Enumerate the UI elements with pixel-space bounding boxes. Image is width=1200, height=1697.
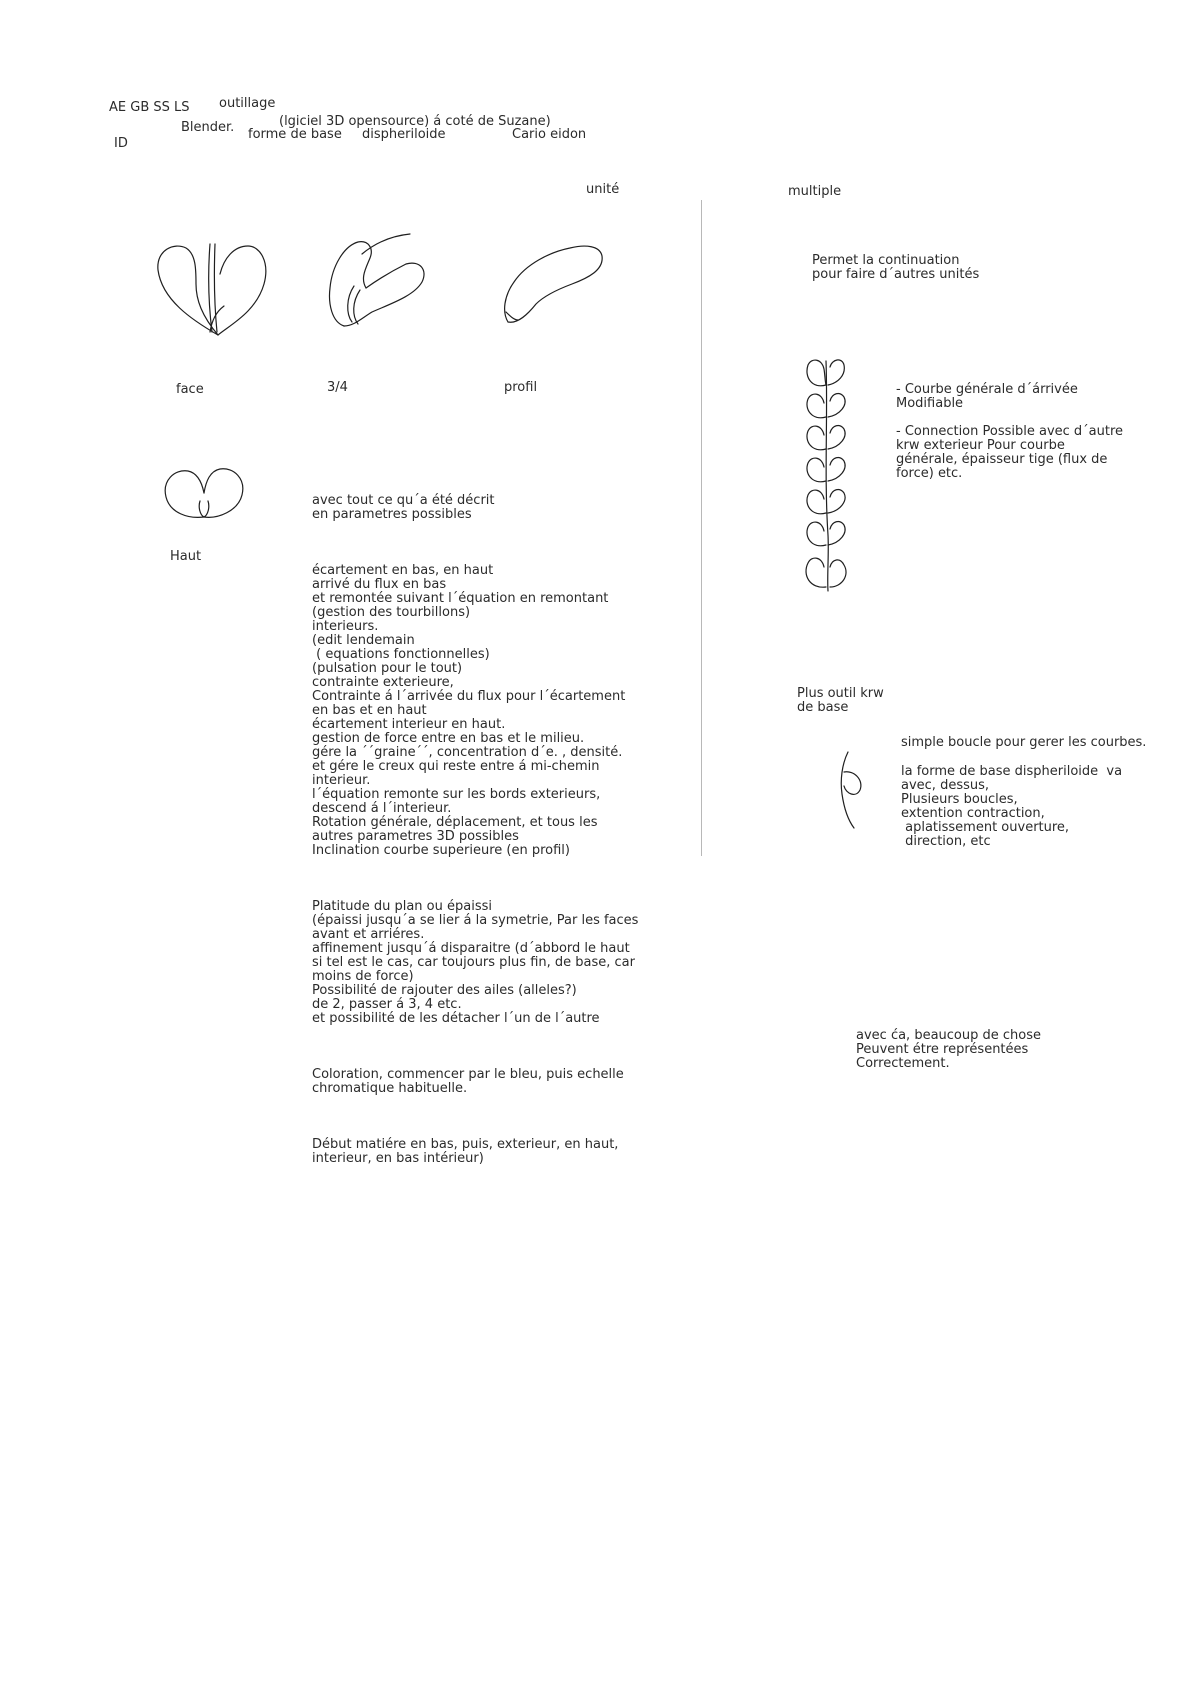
heart-top-sketch-icon <box>160 465 250 525</box>
left-description <box>312 466 638 1180</box>
header-tooling: outillage <box>219 96 276 111</box>
plus-outil-note: Plus outil krw de base <box>797 686 884 715</box>
header-id: ID <box>114 136 128 151</box>
heart-profile-sketch-icon <box>500 242 610 332</box>
heart-front-sketch-icon <box>152 240 282 350</box>
column-divider <box>701 200 702 856</box>
header-cario-eidon: Cario eidon <box>512 127 587 142</box>
description-paragraph: Début matiére en bas, puis, exterieur, en haut, interieur, en bas intérieur) <box>312 1137 619 1166</box>
view-label-face: face <box>176 382 204 397</box>
header-blender: Blender. <box>181 120 235 135</box>
courbe-note: - Courbe générale d´árrivée Modifiable <box>896 382 1078 411</box>
loop-sketch-icon <box>834 750 874 830</box>
description-paragraph: avec tout ce qu´a été décrit en parametres possibles <box>312 493 495 522</box>
boucle-note: simple boucle pour gerer les courbes. <box>901 735 1147 750</box>
conclusion-note: avec ća, beaucoup de chose Peuvent étre représentées Correctement. <box>856 1028 1041 1071</box>
header-codes: AE GB SS LS <box>109 100 190 115</box>
section-multiple-label: multiple <box>788 184 842 199</box>
connection-note: - Connection Possible avec d´autre krw exterieur Pour courbe générale, épaisseur tige (flux de force) etc. <box>896 424 1124 481</box>
section-unit-label: unité <box>586 182 620 197</box>
header-software-note: (lgiciel 3D opensource) á coté de Suzane) <box>279 114 551 129</box>
view-label-profile: profil <box>504 380 538 395</box>
view-label-top: Haut <box>170 549 202 564</box>
view-label-three-quarter: 3/4 <box>327 380 348 395</box>
header-base-form: forme de base <box>248 127 342 142</box>
continuation-note: Permet la continuation pour faire d´autres unités <box>812 253 980 282</box>
description-paragraph: écartement en bas, en haut arrivé du flux en bas et remontée suivant l´équation en remontant (gestion des tourbillons) interieurs. (edit lendemain ( equations fonctionnelles) (pulsation pour le tout) contrainte exterieure, Contrainte á l´arrivée du flux pour l´écartement en bas et en haut écartement interieur en haut. gestion de force entre en bas et le milieu. gére la ´´graine´´, concentration d´e. , densité. et gére le creux qui reste entre á mi-chemin interieur. l´équation remonte sur les bords exterieurs, descend á l´interieur. Rotation générale, déplacement, et tous les autres parametres 3D possibles Inclination courbe superieure (en profil) <box>312 563 626 858</box>
header-dispheriloide: dispheriloide <box>362 127 446 142</box>
description-paragraph: Platitude du plan ou épaissi (épaissi jusqu´a se lier á la symetrie, Par les faces avant et arriéres. affinement jusqu´á disparaitre (d´abbord le haut si tel est le cas, car toujours plus fin, de base, car moins de force) Possibilité de rajouter des ailes (alleles?) de 2, passer á 3, 4 etc. et possibilité de les détacher l´un de l´autre <box>312 899 639 1026</box>
heart-three-quarter-sketch-icon <box>324 234 434 334</box>
description-paragraph: Coloration, commencer par le bleu, puis echelle chromatique habituelle. <box>312 1067 624 1096</box>
forme-note: la forme de base dispheriloide va avec, dessus, Plusieurs boucles, extention contraction, aplatissement ouverture, direction, etc <box>901 764 1123 849</box>
stem-chain-sketch-icon <box>798 355 858 595</box>
